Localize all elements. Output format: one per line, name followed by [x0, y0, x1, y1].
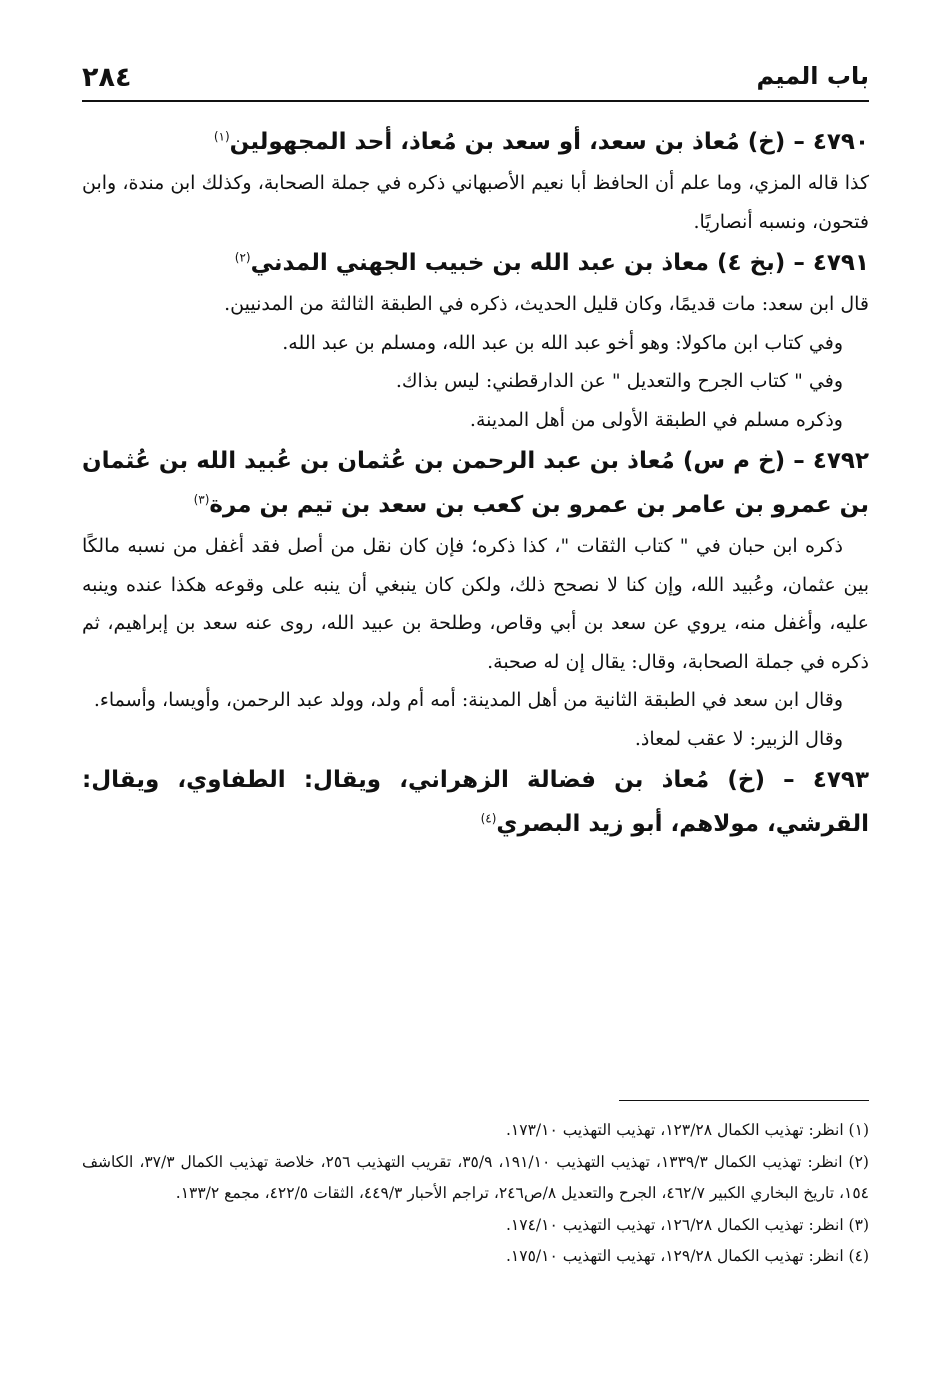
entry-4790 [82, 120, 869, 241]
entry-number: ٤٧٩٢ [812, 448, 870, 474]
entry-heading: – (خ) مُعاذ بن سعد، أو سعد بن مُعاذ، أحد المجهولين [229, 129, 805, 155]
page-body [82, 120, 869, 846]
footnote-item: (٣) انظر: تهذيب الكمال ١٢٦/٢٨، تهذيب التهذيب ١٧٤/١٠. [505, 1215, 869, 1234]
footnote-item: (٢) انظر: تهذيب الكمال ١٣٣٩/٣، تهذيب التهذيب ١٩١/١٠، ٣٥/٩، تقريب التهذيب ٢٥٦، خلاصة تهذيب الكمال ٣٧/٣، الكاشف ١٥٤، تاريخ البخاري الكبير ٤٦٢/٧، الجرح والتعديل ٨/ص٢٤٦، تراجم الأحبار ٤٤٩/٣، الثقات ٤٢٢/٥، مجمع ١٣٣/٢. [82, 1152, 869, 1202]
entry-paragraph: قال ابن سعد: مات قديمًا، وكان قليل الحديث، ذكره في الطبقة الثالثة من المدنيين. [224, 293, 869, 315]
entry-4792 [82, 439, 869, 758]
running-head: باب الميم [756, 62, 869, 90]
entry-title [82, 758, 869, 846]
entry-paragraph: وقال الزبير: لا عقب لمعاذ. [634, 727, 843, 750]
footnotes [82, 1115, 869, 1273]
entry-number: ٤٧٩١ [812, 250, 869, 276]
entry-paragraph: وذكره مسلم في الطبقة الأولى من أهل المدينة. [469, 408, 843, 431]
footnote-ref[interactable]: (١) [213, 129, 230, 144]
entry-paragraph: وفي كتاب ابن ماكولا: وهو أخو عبد الله بن عبد الله، ومسلم بن عبد الله. [282, 331, 843, 354]
entry-number: ٤٧٩٠ [812, 129, 869, 155]
page-header [82, 60, 869, 102]
entry-heading: – (خ م س) مُعاذ بن عبد الرحمن بن عُثمان بن عُبيد الله بن عُثمان بن عمرو بن عامر بن عمرو بن كعب بن سعد بن تيم بن مرة [82, 448, 869, 518]
entry-heading: – (خ) مُعاذ بن فضالة الزهراني، ويقال: الطفاوي، ويقال: القرشي، مولاهم، أبو زيد البصري [82, 767, 869, 837]
footnote-ref[interactable]: (٤) [480, 811, 497, 826]
entry-title [82, 241, 869, 285]
entry-4793 [82, 758, 869, 846]
entry-paragraph: كذا قاله المزي، وما علم أن الحافظ أبا نعيم الأصبهاني ذكره في جملة الصحابة، وكذلك ابن مندة، وابن فتحون، ونسبه أنصاريًا. [82, 172, 869, 233]
entry-title [82, 120, 869, 164]
footnote-item: (٤) انظر: تهذيب الكمال ١٢٩/٢٨، تهذيب التهذيب ١٧٥/١٠. [505, 1247, 869, 1265]
footnote-ref[interactable]: (٣) [193, 492, 210, 507]
entry-number: ٤٧٩٣ [812, 767, 869, 793]
entry-paragraph: وقال ابن سعد في الطبقة الثانية من أهل المدينة: أمه أم ولد، وولد عبد الرحمن، وأويسا، وأسماء. [93, 689, 843, 711]
entry-title [82, 439, 869, 527]
entry-paragraph: وفي " كتاب الجرح والتعديل " عن الدارقطني: ليس بذاك. [395, 370, 843, 392]
entry-4791 [82, 241, 869, 439]
page-number: ٢٨٤ [82, 62, 132, 93]
footnote-item: (١) انظر: تهذيب الكمال ١٢٣/٢٨، تهذيب التهذيب ١٧٣/١٠. [505, 1121, 869, 1139]
footnote-ref[interactable]: (٢) [234, 250, 251, 265]
footnote-divider [619, 1100, 869, 1101]
entry-heading: – (بخ ٤) معاذ بن عبد الله بن خبيب الجهني المدني [250, 250, 805, 276]
entry-paragraph: ذكره ابن حبان في " كتاب الثقات "، كذا ذكره؛ فإن كان نقل من أصل فقد أغفل من نسبه مالكًا بين عثمان، وعُبيد الله، وإن كنا لا نصحح ذلك، ولكن كان ينبغي أن ينبه على وقوعه هكذا عنده وينبه عليه، وأغفل منه، يروي عن سعد بن أبي وقاص، وطلحة بن عبيد الله، روى عنه سعد بن إبراهيم، ثم ذكره في جملة الصحابة، وقال: يقال إن له صحبة. [82, 535, 869, 673]
